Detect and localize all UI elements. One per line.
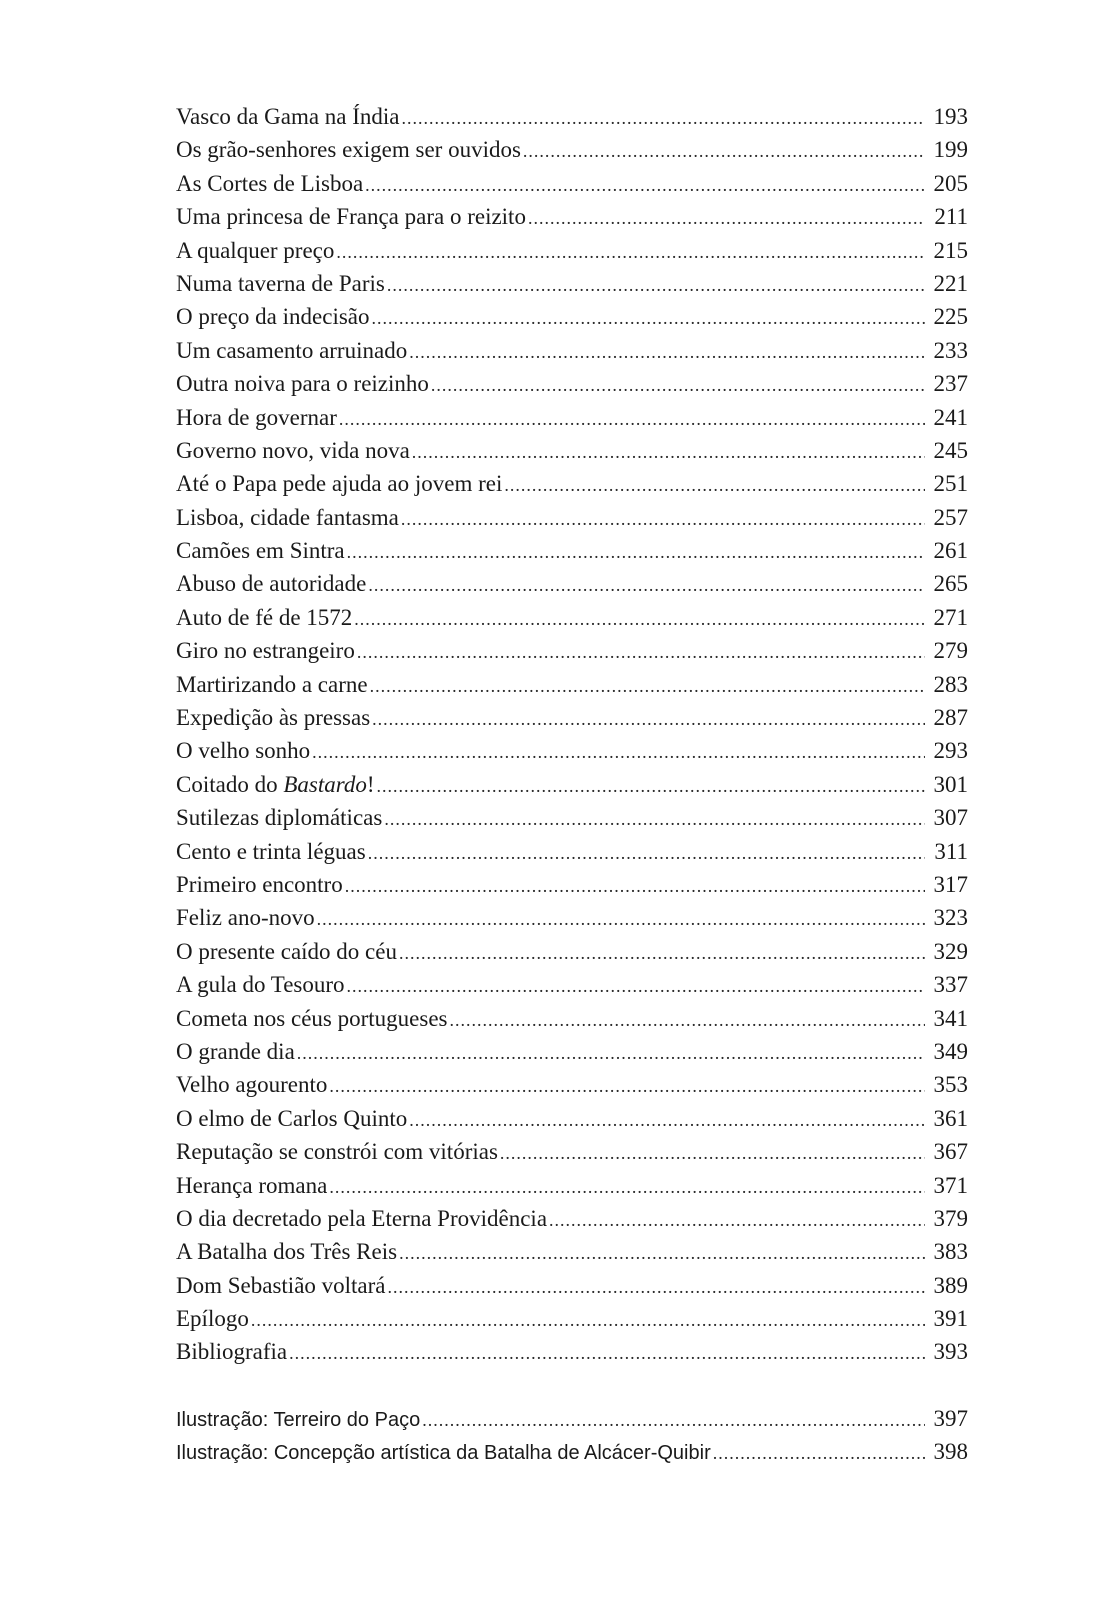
page-number: 221 — [933, 270, 968, 296]
toc-entry — [176, 234, 968, 267]
entry-title: O grande dia — [176, 1038, 295, 1064]
entry-title: Bibliografia — [176, 1339, 288, 1365]
dot-leader — [384, 803, 925, 836]
toc-entry — [176, 734, 968, 767]
page-number: 397 — [933, 1405, 968, 1431]
page-number: 353 — [933, 1072, 968, 1098]
dot-leader — [422, 1404, 925, 1437]
dot-leader — [409, 1104, 925, 1137]
toc-entry — [176, 1068, 968, 1101]
toc-entry — [176, 634, 968, 667]
entry-title: Numa taverna de Paris — [176, 270, 385, 296]
toc-entry — [176, 401, 968, 434]
page-number: 341 — [933, 1005, 968, 1031]
dot-leader — [339, 403, 925, 436]
page-number: 193 — [933, 104, 968, 129]
toc-entry — [176, 668, 968, 701]
toc-entry — [176, 501, 968, 534]
dot-leader — [713, 1437, 925, 1470]
page-number: 337 — [933, 972, 968, 998]
toc-entry — [176, 1302, 968, 1335]
toc-entry — [176, 901, 968, 934]
entry-title: Expedição às pressas — [176, 705, 371, 731]
dot-leader — [312, 736, 925, 769]
dot-leader — [549, 1204, 925, 1237]
dot-leader — [449, 1004, 925, 1037]
entry-title: Os grão-senhores exigem ser ouvidos — [176, 137, 521, 163]
entry-title: Feliz ano-novo — [176, 905, 315, 931]
entry-title: Velho agourento — [176, 1072, 328, 1098]
toc-entry — [176, 801, 968, 834]
dot-leader — [409, 336, 925, 369]
toc-entry — [176, 100, 968, 133]
dot-leader — [297, 1037, 925, 1070]
entry-title: O preço da indecisão — [176, 304, 370, 330]
toc-entry — [176, 1102, 968, 1135]
page-number: 211 — [934, 204, 968, 230]
toc-entry — [176, 1235, 968, 1268]
page-number: 261 — [933, 538, 968, 564]
chapter-list — [176, 100, 968, 1369]
dot-leader — [354, 603, 925, 636]
page-number: 241 — [933, 404, 968, 430]
table-of-contents — [176, 100, 968, 1469]
page-number: 367 — [933, 1139, 968, 1165]
dot-leader — [317, 903, 925, 936]
dot-leader — [387, 269, 925, 302]
page-number: 317 — [933, 871, 968, 897]
page-number: 329 — [933, 938, 968, 964]
page-number: 391 — [933, 1306, 968, 1332]
page-number: 301 — [933, 771, 968, 797]
dot-leader — [377, 770, 925, 803]
entry-title: A qualquer preço — [176, 237, 335, 263]
toc-entry — [176, 601, 968, 634]
toc-entry — [176, 768, 968, 801]
entry-title: Reputação se constrói com vitórias — [176, 1139, 498, 1165]
entry-title: Governo novo, vida nova — [176, 437, 410, 463]
dot-leader — [345, 870, 925, 903]
dot-leader — [368, 569, 925, 602]
page-number: 389 — [933, 1272, 968, 1298]
page-number: 215 — [933, 237, 968, 263]
toc-entry — [176, 1035, 968, 1068]
toc-entry — [176, 968, 968, 1001]
dot-leader — [399, 1237, 925, 1270]
entry-title: Lisboa, cidade fantasma — [176, 504, 399, 530]
entry-title-text: Coitado do — [176, 771, 284, 797]
dot-leader — [289, 1337, 925, 1370]
illustration-entry — [176, 1402, 968, 1435]
page-number: 383 — [933, 1239, 968, 1265]
dot-leader — [402, 102, 925, 135]
toc-entry — [176, 367, 968, 400]
entry-title: As Cortes de Lisboa — [176, 170, 364, 196]
dot-leader — [401, 503, 925, 536]
page-number: 279 — [933, 638, 968, 664]
page-number: 398 — [933, 1439, 968, 1465]
page-number: 205 — [933, 170, 968, 196]
toc-entry — [176, 1269, 968, 1302]
dot-leader — [329, 1070, 925, 1103]
page-number: 251 — [933, 471, 968, 497]
page-number: 283 — [933, 671, 968, 697]
dot-leader — [357, 636, 925, 669]
dot-leader — [504, 469, 925, 502]
page-number: 199 — [933, 137, 968, 163]
entry-title: Herança romana — [176, 1172, 328, 1198]
toc-entry — [176, 1335, 968, 1368]
page-number: 323 — [933, 905, 968, 931]
illustration-entry — [176, 1435, 968, 1468]
dot-leader — [412, 436, 925, 469]
toc-entry — [176, 200, 968, 233]
entry-title: Giro no estrangeiro — [176, 638, 355, 664]
entry-title: A gula do Tesouro — [176, 972, 345, 998]
page-number: 287 — [933, 705, 968, 731]
entry-title: Hora de governar — [176, 404, 337, 430]
entry-title-suffix: ! — [366, 771, 375, 797]
dot-leader — [431, 369, 925, 402]
toc-entry — [176, 133, 968, 166]
entry-title: Dom Sebastião voltará — [176, 1272, 386, 1298]
entry-title: O presente caído do céu — [176, 938, 397, 964]
illustration-list — [176, 1402, 968, 1469]
entry-title: Cometa nos céus portugueses — [176, 1005, 448, 1031]
page-number: 225 — [933, 304, 968, 330]
dot-leader — [500, 1137, 925, 1170]
toc-entry — [176, 1002, 968, 1035]
page-number: 237 — [933, 371, 968, 397]
dot-leader — [372, 302, 925, 335]
entry-title: Martirizando a carne — [176, 671, 368, 697]
dot-leader — [523, 135, 925, 168]
entry-title: Ilustração: Terreiro do Paço — [176, 1408, 421, 1431]
entry-title: A Batalha dos Três Reis — [176, 1239, 398, 1265]
dot-leader — [528, 202, 925, 235]
page-number: 307 — [933, 805, 968, 831]
entry-title: Sutilezas diplomáticas — [176, 805, 383, 831]
toc-entry — [176, 167, 968, 200]
page-number: 393 — [933, 1339, 968, 1365]
entry-title: Abuso de autoridade — [176, 571, 367, 597]
page-number: 379 — [933, 1205, 968, 1231]
page-number: 233 — [933, 337, 968, 363]
page-number: 257 — [933, 504, 968, 530]
entry-title: Cento e trinta léguas — [176, 838, 366, 864]
entry-title: Vasco da Gama na Índia — [176, 104, 400, 129]
page-number: 245 — [933, 437, 968, 463]
entry-title: Uma princesa de França para o reizito — [176, 204, 526, 230]
dot-leader — [347, 536, 925, 569]
dot-leader — [347, 970, 925, 1003]
dot-leader — [399, 937, 925, 970]
toc-entry — [176, 567, 968, 600]
page-number: 311 — [934, 838, 968, 864]
dot-leader — [329, 1171, 925, 1204]
dot-leader — [388, 1271, 925, 1304]
dot-leader — [365, 169, 925, 202]
entry-title: O elmo de Carlos Quinto — [176, 1105, 408, 1131]
toc-entry — [176, 835, 968, 868]
toc-entry — [176, 868, 968, 901]
toc-entry — [176, 467, 968, 500]
page-number: 271 — [933, 604, 968, 630]
page-number: 361 — [933, 1105, 968, 1131]
toc-entry — [176, 1202, 968, 1235]
toc-entry — [176, 534, 968, 567]
entry-title — [176, 768, 375, 801]
toc-entry — [176, 935, 968, 968]
entry-title: Um casamento arruinado — [176, 337, 408, 363]
entry-title: Outra noiva para o reizinho — [176, 371, 429, 397]
entry-title: Ilustração: Concepção artística da Batalha de Alcácer-Quibir — [176, 1442, 711, 1465]
entry-title: Camões em Sintra — [176, 538, 345, 564]
dot-leader — [370, 670, 925, 703]
page-number: 371 — [933, 1172, 968, 1198]
dot-leader — [336, 236, 925, 269]
entry-title: O dia decretado pela Eterna Providência — [176, 1205, 548, 1231]
entry-title: Auto de fé de 1572 — [176, 604, 353, 630]
dot-leader — [251, 1304, 925, 1337]
toc-entry — [176, 1135, 968, 1168]
toc-entry — [176, 434, 968, 467]
entry-title: Primeiro encontro — [176, 871, 343, 897]
entry-title-italic: Bastardo — [283, 771, 367, 797]
toc-entry — [176, 701, 968, 734]
toc-entry — [176, 1169, 968, 1202]
dot-leader — [372, 703, 925, 736]
dot-leader — [368, 837, 925, 870]
toc-entry — [176, 334, 968, 367]
entry-title: Epílogo — [176, 1306, 249, 1332]
entry-title: O velho sonho — [176, 738, 311, 764]
page-number: 293 — [933, 738, 968, 764]
page-number: 349 — [933, 1038, 968, 1064]
page-number: 265 — [933, 571, 968, 597]
toc-entry — [176, 267, 968, 300]
entry-title: Até o Papa pede ajuda ao jovem rei — [176, 471, 503, 497]
toc-entry — [176, 300, 968, 333]
